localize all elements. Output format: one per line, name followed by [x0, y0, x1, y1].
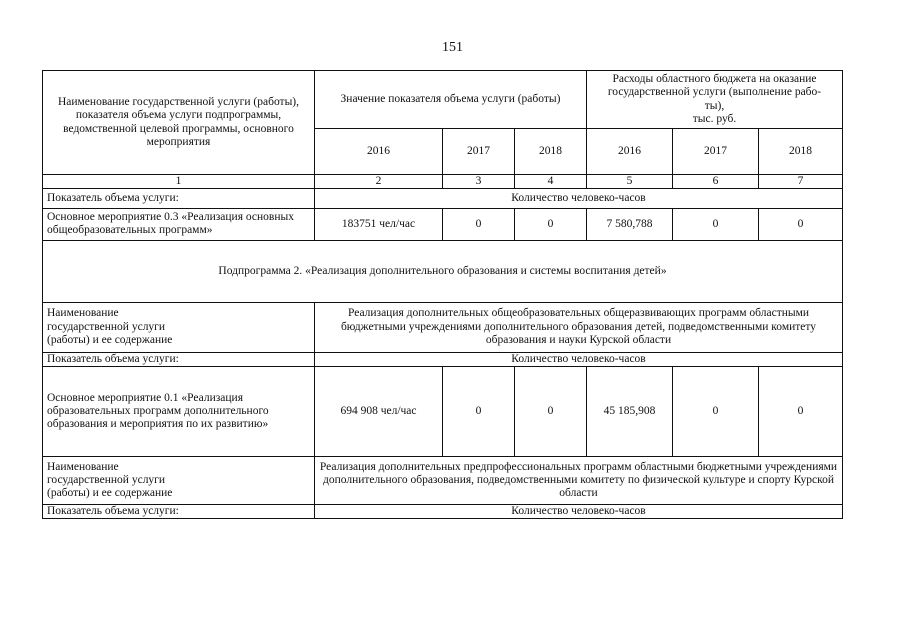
col-number: 6 — [673, 175, 759, 189]
col-number: 1 — [43, 175, 315, 189]
indicator-label: Показатель объема услуги: — [43, 352, 315, 366]
page-number: 151 — [442, 40, 463, 55]
col-number: 2 — [315, 175, 443, 189]
indicator-label: Показатель объема услуги: — [43, 504, 315, 518]
year-2016-volume: 2016 — [315, 129, 443, 175]
year-2018-expenses: 2018 — [759, 129, 843, 175]
year-2018-volume: 2018 — [515, 129, 587, 175]
col-number: 4 — [515, 175, 587, 189]
volume-2016: 183751 чел/час — [315, 209, 443, 240]
volume-2018: 0 — [515, 366, 587, 456]
service-description: Реализация дополнительных предпрофессиональных программ областными бюджетными учреждениями дополнительного образования, подведомственными комитету по физической культуре и спорту Курской области — [315, 456, 843, 504]
expenses-2016: 45 185,908 — [587, 366, 673, 456]
year-2017-volume: 2017 — [443, 129, 515, 175]
volume-2017: 0 — [443, 366, 515, 456]
indicator-label: Показатель объема услуги: — [43, 189, 315, 209]
header-volume: Значение показателя объема услуги (работы) — [315, 71, 587, 129]
col-number: 5 — [587, 175, 673, 189]
service-name-label: Наименование государственной услуги (работы) и ее содержание — [43, 302, 315, 352]
volume-2017: 0 — [443, 209, 515, 240]
year-2017-expenses: 2017 — [673, 129, 759, 175]
expenses-2017: 0 — [673, 366, 759, 456]
indicator-value: Количество человеко-часов — [315, 504, 843, 518]
indicator-value: Количество человеко-часов — [315, 352, 843, 366]
subprogram-title: Подпрограмма 2. «Реализация дополнительного образования и системы воспитания детей» — [43, 240, 843, 302]
expenses-2018: 0 — [759, 366, 843, 456]
header-expenses: Расходы областного бюджета на оказание государственной услуги (выполнение рабо- ты), тыс. руб. — [587, 71, 843, 129]
service-name-label: Наименование государственной услуги (работы) и ее содержание — [43, 456, 315, 504]
col-number: 7 — [759, 175, 843, 189]
volume-2018: 0 — [515, 209, 587, 240]
expenses-2016: 7 580,788 — [587, 209, 673, 240]
col-number: 3 — [443, 175, 515, 189]
volume-2016: 694 908 чел/час — [315, 366, 443, 456]
service-description: Реализация дополнительных общеобразовательных общеразвивающих программ областными бюджетными учреждениями дополнительного образования детей, подведомственными комитету образования и науки Курской области — [315, 302, 843, 352]
measure-label: Основное мероприятие 0.1 «Реализация образовательных программ дополнительного образования и мероприятия по их развитию» — [43, 366, 315, 456]
expenses-2018: 0 — [759, 209, 843, 240]
budget-table — [42, 70, 843, 519]
measure-label: Основное мероприятие 0.3 «Реализация основных общеобразовательных программ» — [43, 209, 315, 240]
indicator-value: Количество человеко-часов — [315, 189, 843, 209]
year-2016-expenses: 2016 — [587, 129, 673, 175]
expenses-2017: 0 — [673, 209, 759, 240]
header-service-name: Наименование государственной услуги (работы), показателя объема услуги подпрограммы, ведомственной целевой программы, основного мероприятия — [43, 71, 315, 175]
